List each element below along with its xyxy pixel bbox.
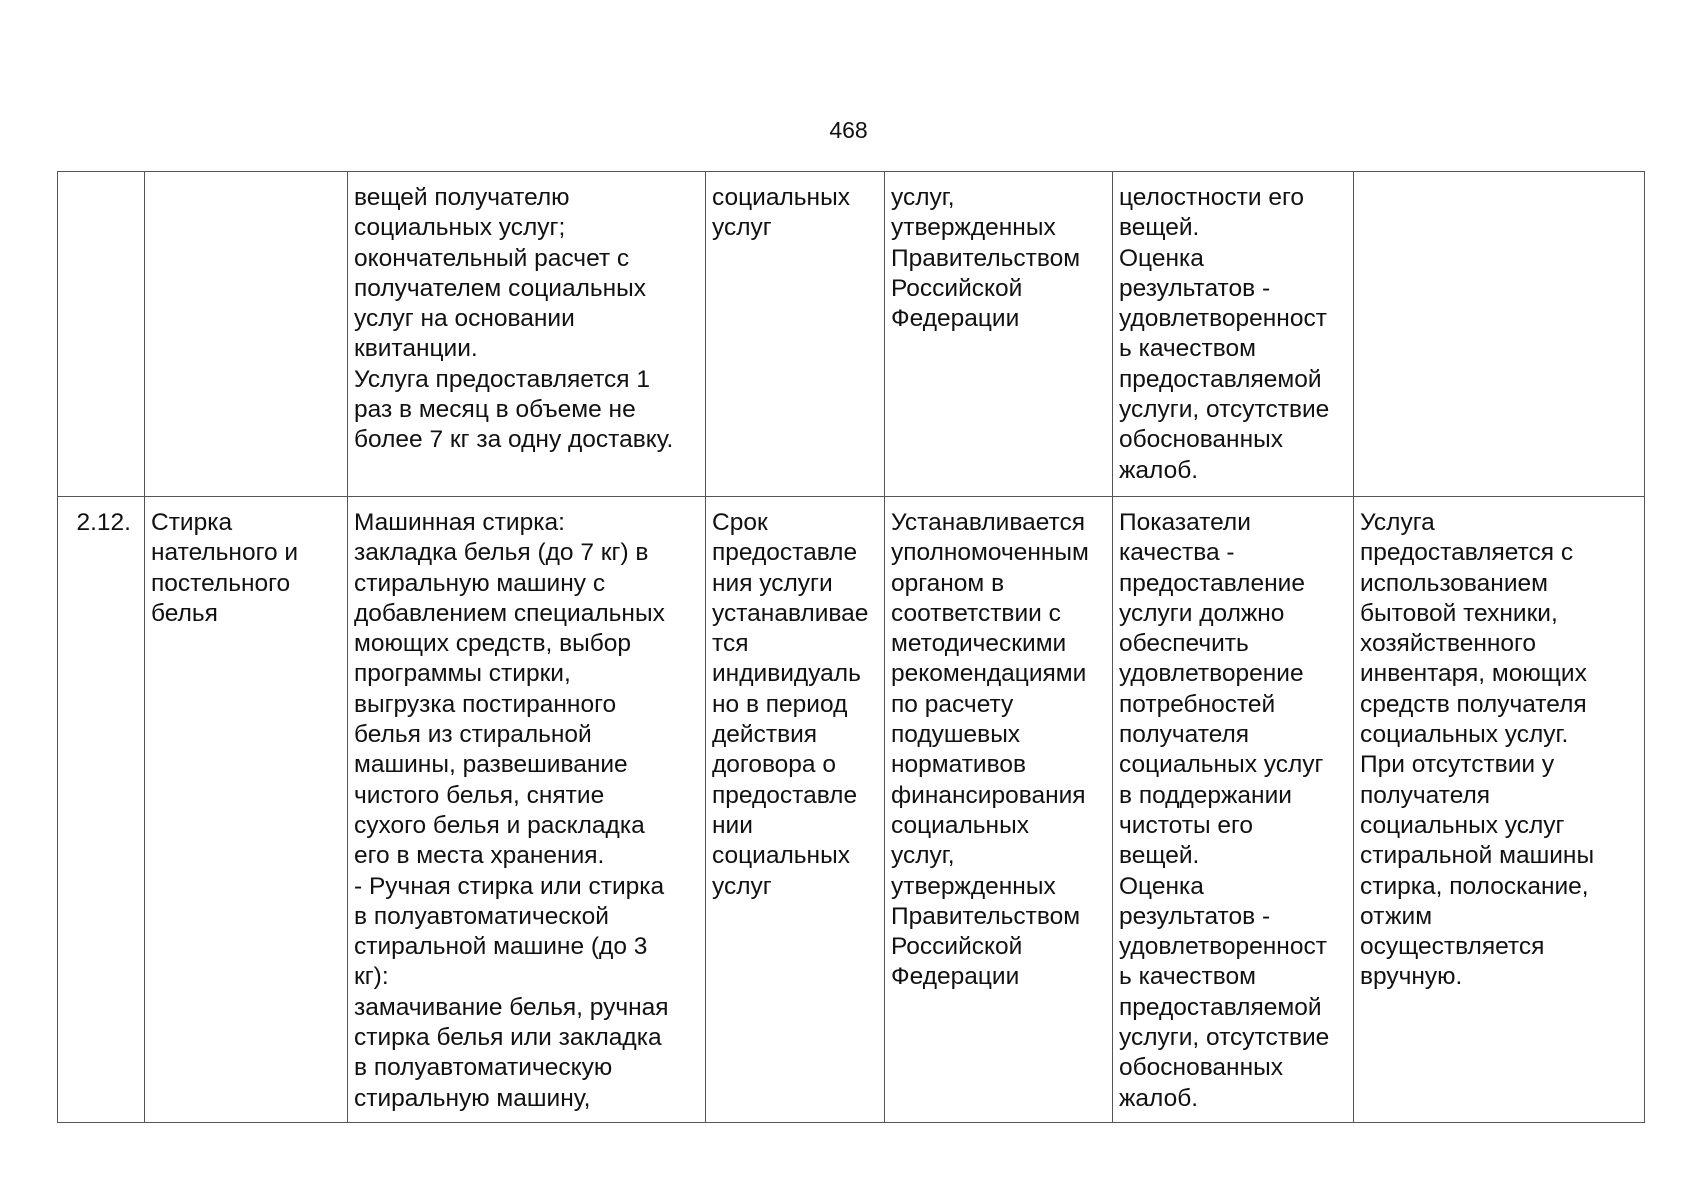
cell-quality: Показатели качества - предоставление услуги должно обеспечить удовлетворение потребностей получателя социальных услуг в поддержании чистоты его вещей. Оценка результатов - удовлетворенност ь качеством предоставляемой услуги, отсутствие обоснованных жалоб. [1113,497,1354,1123]
cell-term: социальных услуг [706,172,885,497]
page-number: 468 [829,117,868,143]
table-row [58,497,1645,1123]
cell-number [58,172,145,497]
cell-number: 2.12. [58,497,145,1123]
cell-description: Машинная стирка: закладка белья (до 7 кг) в стиральную машину с добавлением специальных моющих средств, выбор программы стирки, выгрузка постиранного белья из стиральной машины, развешивание чистого белья, снятие сухого белья и раскладка его в места хранения. - Ручная стирка или стирка в полуавтоматической стиральной машине (до 3 кг): замачивание белья, ручная стирка белья или закладка в полуавтоматическую стиральную машину, [348,497,706,1123]
services-table [57,171,1645,1123]
cell-conditions: Услуга предоставляется с использованием бытовой техники, хозяйственного инвентаря, моющих средств получателя социальных услуг. При отсутствии у получателя социальных услуг стиральной машины стирка, полоскание, отжим осуществляется вручную. [1354,497,1645,1123]
cell-conditions [1354,172,1645,497]
table-row [58,172,1645,497]
cell-term: Срок предоставле ния услуги устанавливае тся индивидуаль но в период действия договора о предоставле нии социальных услуг [706,497,885,1123]
cell-norm: Устанавливается уполномоченным органом в соответствии с методическими рекомендациями по расчету подушевых нормативов финансирования социальных услуг, утвержденных Правительством Российской Федерации [885,497,1113,1123]
cell-service-name: Стирка нательного и постельного белья [145,497,348,1123]
cell-service-name [145,172,348,497]
cell-description: вещей получателю социальных услуг; окончательный расчет с получателем социальных услуг на основании квитанции. Услуга предоставляется 1 раз в месяц в объеме не более 7 кг за одну доставку. [348,172,706,497]
cell-norm: услуг, утвержденных Правительством Российской Федерации [885,172,1113,497]
cell-quality: целостности его вещей. Оценка результатов - удовлетворенност ь качеством предоставляемой услуги, отсутствие обоснованных жалоб. [1113,172,1354,497]
